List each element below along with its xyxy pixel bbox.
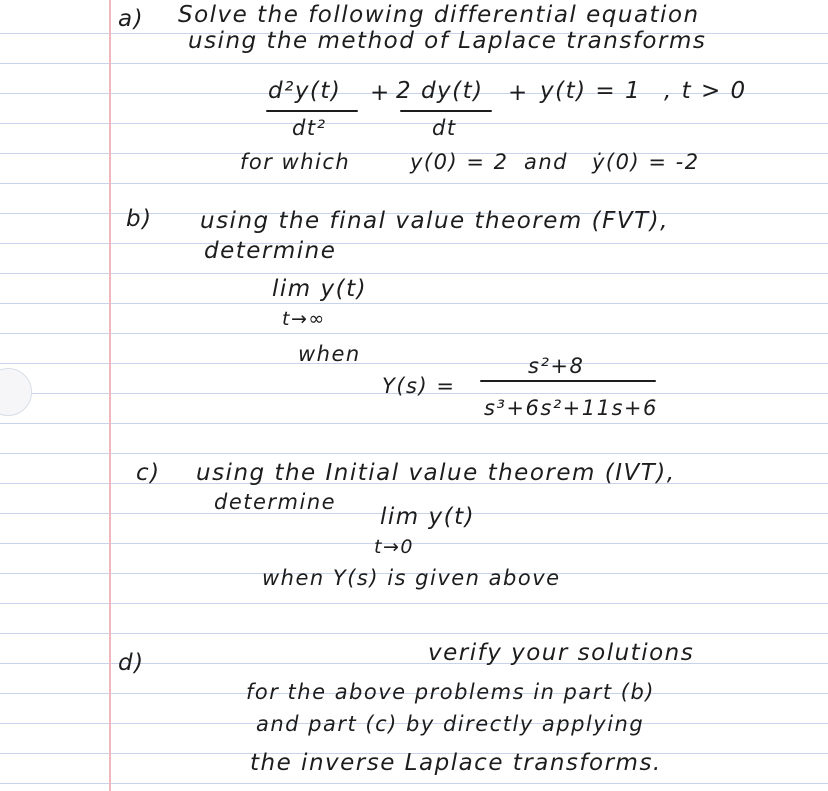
transfer-function-denominator: s³+6s²+11s+6 — [484, 396, 658, 420]
ode-first-derivative-numerator: 2 dy(t) — [396, 78, 484, 104]
ode-plus-1: + — [370, 80, 391, 106]
and-text: and — [524, 150, 569, 174]
ode-denominator-1: dt² — [292, 116, 327, 140]
initial-condition-y: y(0) = 2 — [410, 150, 509, 174]
ode-denominator-2: dt — [432, 116, 457, 140]
part-d-line-1: verify your solutions — [428, 640, 695, 666]
ode-second-derivative-numerator: d²y(t) — [268, 78, 342, 104]
part-d-line-4: the inverse Laplace transforms. — [250, 750, 662, 776]
part-b-line-1: using the final value theorem (FVT), — [200, 208, 669, 234]
binder-hole — [0, 368, 32, 416]
part-c-line-2: determine — [214, 490, 337, 514]
part-d-label: d) — [118, 650, 145, 676]
part-d-line-3: and part (c) by directly applying — [256, 712, 645, 736]
part-c-label: c) — [136, 460, 161, 486]
initial-condition-ydot: ẏ(0) = -2 — [592, 150, 700, 174]
fvt-limit-subscript: t→∞ — [282, 308, 326, 330]
part-d-line-2: for the above problems in part (b) — [246, 680, 656, 704]
part-b-line-2: determine — [204, 238, 337, 264]
transfer-function-fraction-bar — [480, 380, 656, 382]
ode-condition: , t > 0 — [664, 78, 747, 104]
part-c-when-line: when Y(s) is given above — [262, 566, 561, 590]
when-text: when — [298, 342, 361, 366]
part-a-line-1: Solve the following differential equation — [178, 2, 700, 28]
ode-plus-2: + — [508, 80, 529, 106]
ivt-limit-subscript: t→0 — [374, 536, 414, 558]
transfer-function-label: Y(s) = — [382, 374, 456, 398]
part-c-line-1: using the Initial value theorem (IVT), — [196, 460, 676, 486]
for-which-text: for which — [240, 150, 351, 174]
ode-rest: y(t) = 1 — [540, 78, 642, 104]
part-a-line-2: using the method of Laplace transforms — [188, 28, 707, 54]
ode-fraction-bar-1 — [266, 110, 358, 112]
ivt-limit: lim y(t) — [380, 504, 476, 530]
ode-fraction-bar-2 — [400, 110, 492, 112]
transfer-function-numerator: s²+8 — [528, 354, 585, 378]
part-a-label: a) — [118, 6, 145, 32]
part-b-label: b) — [126, 206, 153, 232]
fvt-limit: lim y(t) — [272, 276, 368, 302]
